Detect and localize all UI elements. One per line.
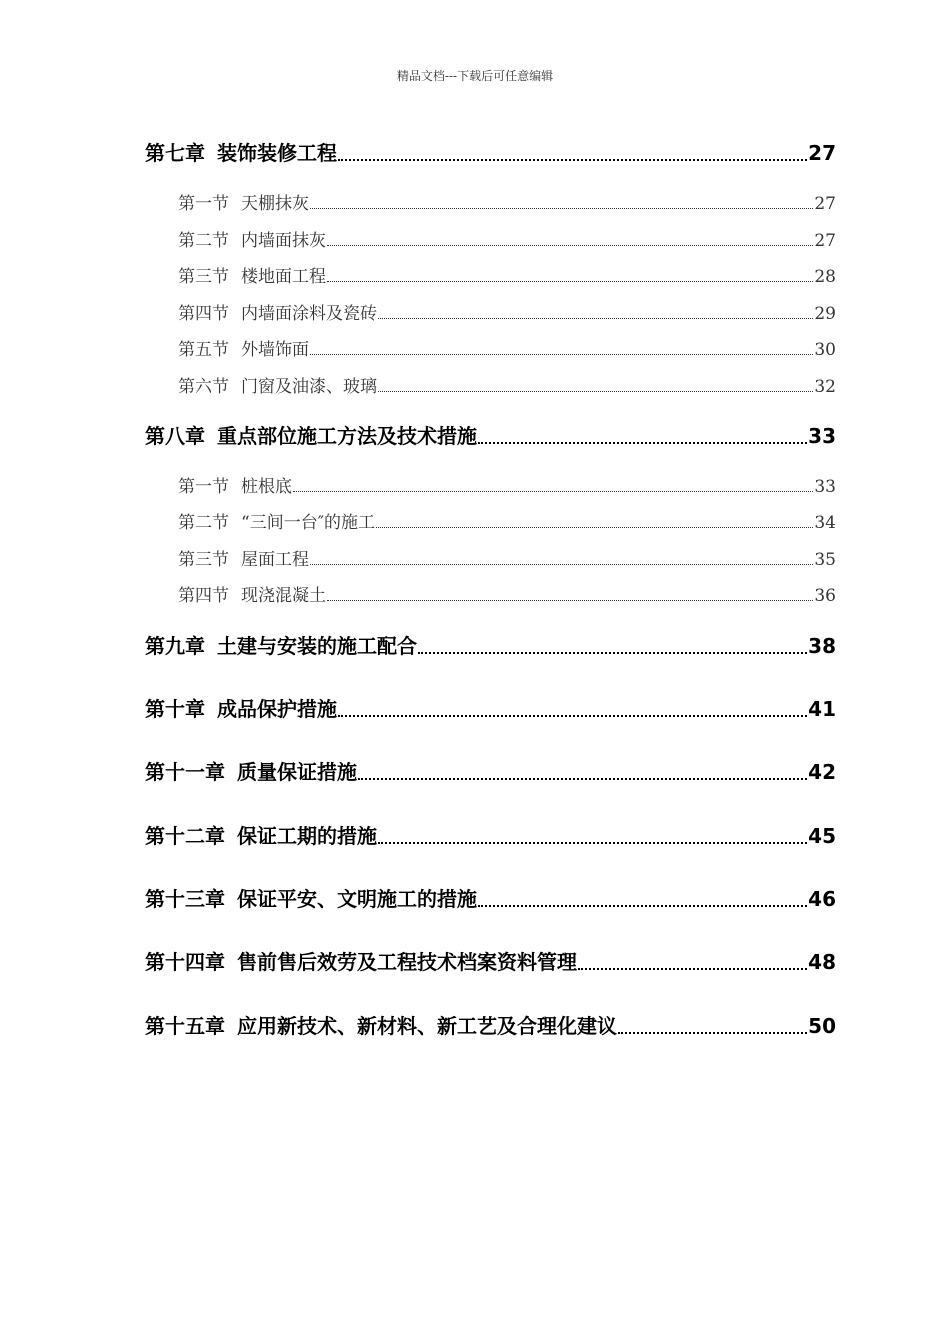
toc-entry-number: 第六节 [178,377,229,397]
dot-leader [338,715,807,717]
toc-entry-number: 第十五章 [145,1014,225,1038]
toc-entry-page: 30 [814,340,836,360]
toc-entry-page: 32 [814,377,836,397]
toc-entry-page: 36 [814,586,836,606]
toc-entry-title: 门窗及油漆、玻璃 [241,377,377,397]
dot-leader [418,652,807,654]
toc-entry-number: 第三节 [178,550,229,570]
toc-entry-chapter-8[interactable] [145,420,836,449]
toc-entry-page: 41 [808,697,836,721]
toc-entry-number: 第八章 [145,424,205,448]
toc-entry-chapter-11[interactable] [145,756,836,785]
toc-entry-title: 内墙面涂料及瓷砖 [241,304,377,324]
toc-entry-title: 保证平安、文明施工的措施 [237,887,477,911]
toc-entry-number: 第十三章 [145,887,225,911]
toc-entry-number: 第二节 [178,231,229,251]
toc-entry-chapter-12[interactable] [145,820,836,849]
toc-entry-page: 33 [814,477,836,497]
toc-entry-page: 28 [814,267,836,287]
toc-entry-number: 第一节 [178,194,229,214]
toc-entry-number: 第十二章 [145,824,225,848]
toc-entry-page: 27 [814,231,836,251]
toc-entry-title: 售前售后效劳及工程技术档案资料管理 [237,950,577,974]
dot-leader [310,208,813,209]
toc-entry-number: 第五节 [178,340,229,360]
toc-entry-title: 装饰装修工程 [217,141,337,165]
toc-entry-section[interactable] [178,372,836,397]
dot-leader [378,318,813,319]
dot-leader [478,905,807,907]
toc-entry-title: 内墙面抹灰 [241,231,326,251]
dot-leader [378,842,807,844]
dot-leader [327,600,813,601]
toc-entry-chapter-7[interactable] [145,137,836,166]
toc-entry-title: 楼地面工程 [241,267,326,287]
toc-entry-page: 35 [814,550,836,570]
toc-entry-page: 46 [808,887,836,911]
toc-entry-chapter-13[interactable] [145,883,836,912]
toc-entry-section[interactable] [178,189,836,214]
toc-entry-title: “三间一台″的施工 [241,513,376,533]
toc-entry-title: 天棚抹灰 [241,194,309,214]
dot-leader [310,354,813,355]
dot-leader [338,159,807,161]
toc-entry-page: 27 [814,194,836,214]
toc-entry-section[interactable] [178,299,836,324]
dot-leader [618,1032,807,1034]
toc-entry-page: 50 [808,1014,836,1038]
toc-entry-title: 重点部位施工方法及技术措施 [217,424,477,448]
toc-entry-page: 27 [808,141,836,165]
toc-entry-page: 45 [808,824,836,848]
toc-entry-number: 第一节 [178,477,229,497]
toc-entry-title: 外墙饰面 [241,340,309,360]
toc-entry-section[interactable] [178,545,836,570]
dot-leader [578,968,807,970]
toc-entry-chapter-15[interactable] [145,1010,836,1039]
toc-entry-section[interactable] [178,262,836,287]
toc-entry-title: 保证工期的措施 [237,824,377,848]
toc-entry-title: 质量保证措施 [237,760,357,784]
toc-entry-number: 第十一章 [145,760,225,784]
toc-entry-number: 第四节 [178,586,229,606]
dot-leader [378,391,813,392]
toc-entry-section[interactable] [178,508,836,533]
toc-entry-page: 29 [814,304,836,324]
dot-leader [327,245,813,246]
toc-entry-chapter-14[interactable] [145,946,836,975]
toc-entry-title: 现浇混凝土 [241,586,326,606]
toc-entry-page: 34 [814,513,836,533]
toc-entry-page: 48 [808,950,836,974]
toc-entry-number: 第四节 [178,304,229,324]
toc-entry-page: 38 [808,634,836,658]
toc-entry-number: 第二节 [178,513,229,533]
page-header: 精品文档---下载后可任意编辑 [396,69,554,83]
toc-entry-title: 土建与安装的施工配合 [217,634,417,658]
dot-leader [376,527,813,528]
toc-entry-number: 第十四章 [145,950,225,974]
toc-entry-page: 33 [808,424,836,448]
dot-leader [358,778,807,780]
toc-entry-page: 42 [808,760,836,784]
toc-entry-chapter-9[interactable] [145,630,836,659]
toc-entry-number: 第三节 [178,267,229,287]
toc-entry-section[interactable] [178,335,836,360]
toc-entry-number: 第七章 [145,141,205,165]
toc-entry-section[interactable] [178,472,836,497]
toc-entry-section[interactable] [178,581,836,606]
toc-entry-number: 第十章 [145,697,205,721]
toc-entry-number: 第九章 [145,634,205,658]
toc-entry-title: 应用新技术、新材料、新工艺及合理化建议 [237,1014,617,1038]
dot-leader [327,281,813,282]
toc-entry-title: 桩根底 [241,477,292,497]
dot-leader [293,491,813,492]
toc-entry-title: 成品保护措施 [217,697,337,721]
dot-leader [478,442,807,444]
dot-leader [310,564,813,565]
toc-entry-title: 屋面工程 [241,550,309,570]
toc-entry-chapter-10[interactable] [145,693,836,722]
toc-entry-section[interactable] [178,226,836,251]
